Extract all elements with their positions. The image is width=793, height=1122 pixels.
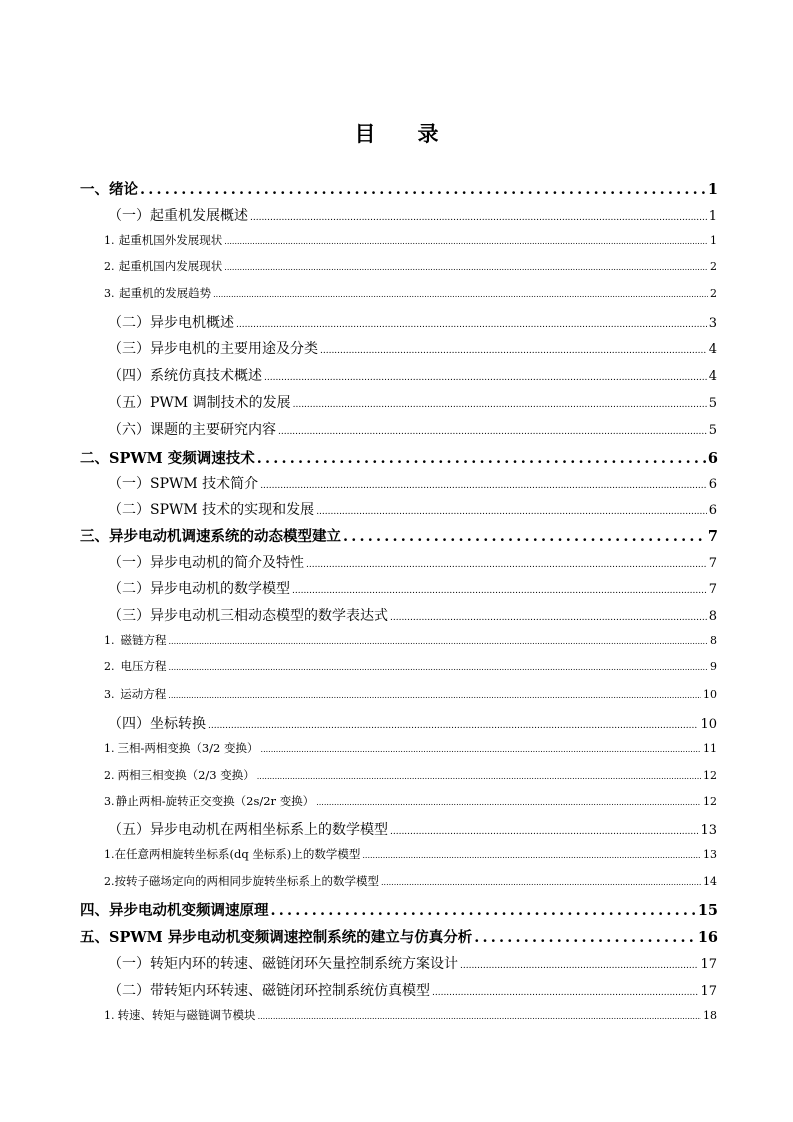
- toc-entry-page: 2: [710, 287, 717, 300]
- toc-entry-title: 课题的主要研究内容: [150, 422, 276, 438]
- toc-entry-number: （二）: [108, 315, 150, 331]
- toc-entry[interactable]: [104, 258, 717, 274]
- toc-entry-number: （三）: [108, 608, 150, 624]
- toc-entry-title: 两相三相变换（2/3 变换）: [117, 768, 255, 782]
- dot-leader: [169, 663, 709, 672]
- toc-entry-title: 转矩内环的转速、磁链闭环矢量控制系统方案设计: [150, 956, 458, 972]
- toc-entry-number: 2.: [104, 769, 115, 782]
- toc-entry[interactable]: [104, 873, 717, 889]
- toc-entry-number: （四）: [108, 716, 150, 732]
- dot-leader: [261, 745, 701, 754]
- toc-entry-page: 7: [707, 528, 718, 545]
- toc-entry-page: 13: [703, 848, 717, 861]
- toc-entry[interactable]: [80, 178, 718, 199]
- toc-entry[interactable]: [104, 793, 717, 809]
- dot-leader: [168, 691, 701, 700]
- toc-entry-page: 10: [703, 688, 717, 701]
- toc-entry-page: 13: [700, 823, 717, 838]
- toc-entry-page: 6: [708, 477, 717, 492]
- toc-entry-number: （二）: [108, 502, 150, 518]
- toc-entry[interactable]: [108, 338, 717, 358]
- dot-leader: [258, 1012, 701, 1021]
- toc-entry-number: 2.: [104, 660, 115, 673]
- toc-entry-page: 16: [697, 929, 718, 946]
- toc-entry-number: 二、: [80, 450, 109, 467]
- toc-entry-title: 异步电动机三相动态模型的数学表达式: [150, 608, 388, 624]
- toc-entry-page: 8: [710, 634, 717, 647]
- toc-entry-number: （二）: [108, 983, 150, 999]
- toc-entry[interactable]: [104, 232, 717, 248]
- toc-entry-number: （五）: [108, 822, 150, 838]
- toc-entry-number: 2.: [104, 260, 115, 273]
- toc-entry-number: （一）: [108, 956, 150, 972]
- dot-leader: [320, 346, 707, 356]
- toc-entry-title: 在任意两相旋转坐标系(dq 坐标系)上的数学模型: [114, 847, 361, 861]
- toc-entry-title: 电压方程: [120, 659, 167, 673]
- dot-leader: [208, 721, 698, 731]
- toc-entry-number: 3.: [104, 795, 115, 808]
- dot-leader: [236, 320, 707, 330]
- toc-entry-title: 三相-两相变换（3/2 变换）: [117, 741, 259, 755]
- toc-entry-page: 4: [708, 342, 717, 357]
- toc-entry-page: 6: [707, 450, 718, 467]
- toc-entry-page: 4: [708, 369, 717, 384]
- toc-entry-title: SPWM 异步电动机变频调速控制系统的建立与仿真分析: [109, 929, 473, 946]
- toc-entry-title: 起重机发展概述: [150, 208, 248, 224]
- toc-entry[interactable]: [104, 686, 717, 702]
- toc-entry-page: 9: [710, 660, 717, 673]
- toc-entry-number: （六）: [108, 422, 150, 438]
- toc-entry-title: SPWM 技术的实现和发展: [150, 502, 315, 518]
- dot-leader: [381, 878, 701, 887]
- toc-entry[interactable]: [108, 605, 717, 625]
- toc-entry[interactable]: [108, 392, 717, 412]
- toc-entry-title: SPWM 技术简介: [150, 476, 259, 492]
- toc-entry-title: 起重机的发展趋势: [119, 286, 212, 300]
- page-title: [0, 118, 793, 148]
- toc-entry[interactable]: [104, 658, 717, 674]
- dot-leader: [224, 263, 708, 272]
- toc-entry-title: 异步电动机变频调速原理: [109, 902, 269, 919]
- toc-entry-title: PWM 调制技术的发展: [150, 395, 291, 411]
- toc-entry-page: 1: [708, 209, 717, 224]
- toc-entry[interactable]: [108, 578, 717, 598]
- dot-leader: [250, 213, 707, 223]
- toc-entry[interactable]: [108, 980, 717, 1000]
- toc-entry-title: 绪论: [109, 181, 138, 198]
- toc-entry-page: 7: [708, 556, 717, 571]
- toc-entry-number: （一）: [108, 555, 150, 571]
- toc-entry-number: （三）: [108, 341, 150, 357]
- toc-entry-title: 带转矩内环转速、磁链闭环控制系统仿真模型: [150, 983, 430, 999]
- toc-entry-page: 8: [708, 609, 717, 624]
- dot-leader: [169, 637, 709, 646]
- toc-entry-title: 异步电动机的简介及特性: [150, 555, 304, 571]
- toc-entry-number: 3.: [104, 688, 115, 701]
- toc-entry-number: 2.: [104, 875, 115, 888]
- toc-entry-number: 五、: [80, 929, 109, 946]
- dot-leader: [140, 181, 706, 198]
- toc-entry-number: （五）: [108, 395, 150, 411]
- toc-entry-title: 起重机国内发展现状: [118, 259, 223, 273]
- dot-leader: [306, 560, 707, 570]
- toc-entry[interactable]: [80, 926, 718, 947]
- toc-entry-title: SPWM 变频调速技术: [109, 450, 255, 467]
- toc-entry-page: 10: [700, 717, 717, 732]
- toc-entry-page: 7: [708, 582, 717, 597]
- toc-entry-number: 1.: [104, 234, 115, 247]
- toc-entry-page: 15: [697, 902, 718, 919]
- toc-entry-title: 转速、转矩与磁链调节模块: [117, 1008, 256, 1022]
- toc-entry-page: 17: [700, 984, 717, 999]
- toc-entry[interactable]: [80, 447, 718, 468]
- toc-entry[interactable]: [108, 205, 717, 225]
- toc-entry-number: （一）: [108, 208, 150, 224]
- toc-entry-title: 起重机国外发展现状: [118, 233, 223, 247]
- dot-leader: [257, 450, 706, 467]
- toc-entry-number: 1.: [104, 634, 115, 647]
- toc-entry-page: 2: [710, 260, 717, 273]
- toc-entry[interactable]: [108, 419, 717, 439]
- title-char-2: 录: [417, 121, 439, 146]
- dot-leader: [390, 827, 698, 837]
- toc-entry-page: 12: [703, 795, 717, 808]
- toc-entry-title: 异步电动机调速系统的动态模型建立: [109, 528, 341, 545]
- toc-entry[interactable]: [108, 499, 717, 519]
- toc-entry-page: 1: [707, 181, 718, 198]
- dot-leader: [474, 929, 696, 946]
- toc-entry[interactable]: [108, 713, 717, 733]
- dot-leader: [293, 400, 707, 410]
- toc-entry[interactable]: [80, 525, 718, 546]
- toc-entry-number: 三、: [80, 528, 109, 545]
- title-char-1: 目: [354, 121, 376, 146]
- dot-leader: [362, 851, 701, 860]
- toc-entry[interactable]: [104, 767, 717, 783]
- dot-leader: [271, 902, 696, 919]
- toc-entry-number: 一、: [80, 181, 109, 198]
- toc-entry-title: 异步电动机在两相坐标系上的数学模型: [150, 822, 388, 838]
- toc-entry-number: 3.: [104, 287, 115, 300]
- dot-leader: [432, 988, 698, 998]
- toc-entry-number: 1.: [104, 742, 115, 755]
- toc-entry-number: （四）: [108, 368, 150, 384]
- dot-leader: [316, 798, 701, 807]
- toc-entry-page: 14: [703, 875, 717, 888]
- toc-entry-page: 18: [703, 1009, 717, 1022]
- toc-entry-title: 异步电机概述: [150, 315, 234, 331]
- toc-entry[interactable]: [108, 819, 717, 839]
- toc-entry-title: 异步电动机的数学模型: [150, 581, 290, 597]
- toc-entry-number: （二）: [108, 581, 150, 597]
- dot-leader: [316, 507, 707, 517]
- toc-entry[interactable]: [108, 473, 717, 493]
- toc-entry-number: 四、: [80, 902, 109, 919]
- dot-leader: [213, 290, 708, 299]
- dot-leader: [278, 427, 707, 437]
- dot-leader: [292, 586, 707, 596]
- dot-leader: [264, 373, 707, 383]
- toc-entry[interactable]: [104, 846, 717, 862]
- toc-entry[interactable]: [104, 285, 717, 301]
- toc-entry-number: 1.: [104, 848, 115, 861]
- toc-entry[interactable]: [104, 1007, 717, 1023]
- toc-entry-page: 3: [708, 316, 717, 331]
- toc-entry-title: 异步电机的主要用途及分类: [150, 341, 318, 357]
- dot-leader: [343, 528, 706, 545]
- toc-entry[interactable]: [108, 365, 717, 385]
- toc-entry-title: 系统仿真技术概述: [150, 368, 262, 384]
- toc-entry-title: 坐标转换: [150, 716, 206, 732]
- toc-entry-title: 运动方程: [120, 687, 167, 701]
- toc-entry[interactable]: [108, 552, 717, 572]
- dot-leader: [390, 613, 707, 623]
- dot-leader: [460, 961, 698, 971]
- toc-entry-page: 12: [703, 769, 717, 782]
- toc-entry-number: 1.: [104, 1009, 115, 1022]
- toc-entry-page: 5: [708, 396, 717, 411]
- toc-entry[interactable]: [80, 899, 718, 920]
- toc-entry[interactable]: [104, 740, 717, 756]
- toc-entry-page: 1: [710, 234, 717, 247]
- toc-entry[interactable]: [104, 632, 717, 648]
- toc-entry-page: 5: [708, 423, 717, 438]
- toc-entry-title: 磁链方程: [120, 633, 167, 647]
- toc-entry[interactable]: [108, 953, 717, 973]
- toc-entry-title: 按转子磁场定向的两相同步旋转坐标系上的数学模型: [114, 874, 379, 888]
- toc-entry-title: 静止两相-旋转正交变换（2s/2r 变换）: [115, 794, 315, 808]
- toc-entry-page: 11: [703, 742, 717, 755]
- toc-entry[interactable]: [108, 312, 717, 332]
- toc-entry-page: 6: [708, 503, 717, 518]
- dot-leader: [224, 237, 708, 246]
- dot-leader: [257, 772, 701, 781]
- toc-entry-page: 17: [700, 957, 717, 972]
- toc-entry-number: （一）: [108, 476, 150, 492]
- dot-leader: [260, 481, 707, 491]
